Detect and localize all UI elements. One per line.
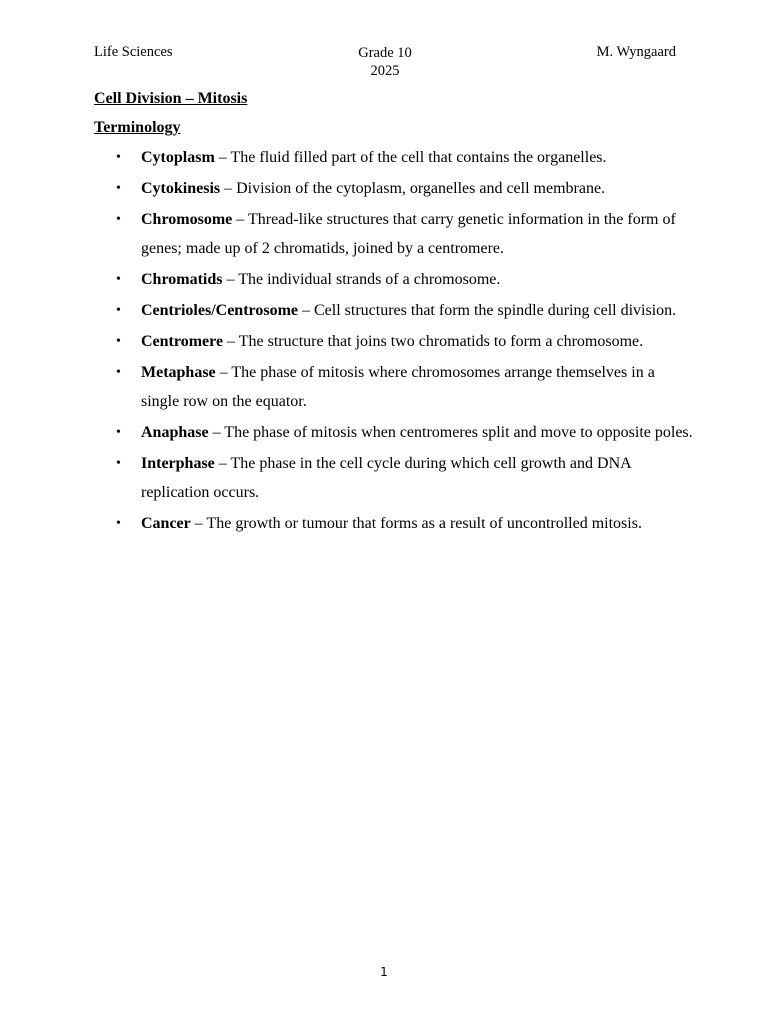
list-item [94, 509, 694, 538]
list-item [94, 449, 694, 507]
term-name: Cytoplasm [141, 149, 215, 166]
term-definition: – The phase of mitosis when centromeres split and move to opposite poles. [208, 424, 693, 441]
list-item [94, 205, 694, 263]
section-heading: Terminology [94, 119, 181, 136]
list-item [94, 418, 694, 447]
header-grade-year [94, 44, 676, 80]
terminology-list [94, 143, 694, 538]
term-definition: – The fluid filled part of the cell that contains the organelles. [214, 149, 607, 166]
term-name: Chromatids [141, 271, 223, 288]
page-number: 1 [380, 965, 388, 979]
bullet-icon: • [116, 212, 121, 227]
bullet-icon: • [116, 425, 121, 440]
term-name: Metaphase [141, 364, 216, 381]
term-definition: – Thread-like structures that carry genetic information in the form of genes; made up of 2 chromatids, joined by a centromere. [141, 211, 676, 257]
header-subject: Life Sciences [94, 44, 173, 60]
list-item [94, 327, 694, 356]
term-definition: – Cell structures that form the spindle during cell division. [298, 302, 677, 319]
term-definition: – Division of the cytoplasm, organelles and cell membrane. [220, 180, 606, 197]
bullet-icon: • [116, 272, 121, 287]
list-item [94, 358, 694, 416]
document-title: Cell Division – Mitosis [94, 90, 248, 107]
list-item [94, 265, 694, 294]
term-definition: – The phase of mitosis where chromosomes arrange themselves in a single row on the equator. [141, 364, 655, 410]
list-item [94, 174, 694, 203]
term-definition: – The phase in the cell cycle during which cell growth and DNA replication occurs. [141, 455, 631, 501]
header-grade: Grade 10 [358, 45, 412, 61]
term-definition: – The growth or tumour that forms as a result of uncontrolled mitosis. [190, 515, 642, 532]
term-name: Cancer [141, 515, 191, 532]
bullet-icon: • [116, 181, 121, 196]
term-name: Anaphase [141, 424, 209, 441]
term-name: Centromere [141, 333, 224, 350]
term-definition: – The individual strands of a chromosome. [222, 271, 501, 288]
bullet-icon: • [116, 150, 121, 165]
bullet-icon: • [116, 365, 121, 380]
bullet-icon: • [116, 334, 121, 349]
term-definition: – The structure that joins two chromatids to form a chromosome. [223, 333, 644, 350]
bullet-icon: • [116, 516, 121, 531]
header-year: 2025 [370, 63, 400, 79]
list-item [94, 143, 694, 172]
term-name: Interphase [141, 455, 215, 472]
term-name: Cytokinesis [141, 180, 221, 197]
header-author: M. Wyngaard [596, 44, 676, 60]
bullet-icon: • [116, 303, 121, 318]
document-body [94, 88, 694, 540]
bullet-icon: • [116, 456, 121, 471]
page-header [94, 44, 676, 84]
list-item [94, 296, 694, 325]
term-name: Chromosome [141, 211, 233, 228]
term-name: Centrioles/Centrosome [141, 302, 298, 319]
